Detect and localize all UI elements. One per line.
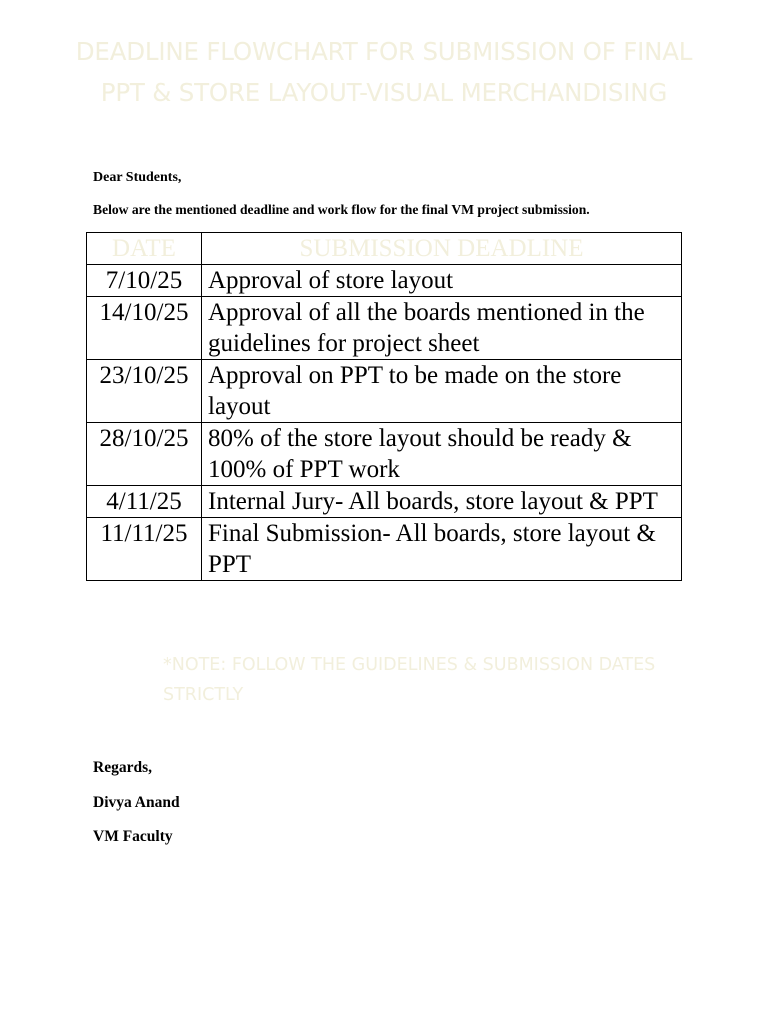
table-row (87, 360, 682, 423)
date-column-header: DATE (87, 233, 202, 265)
document-title: DEADLINE FLOWCHART FOR SUBMISSION OF FINAL PPT & STORE LAYOUT-VISUAL MERCHANDISING (75, 37, 693, 107)
row-date: 28/10/25 (87, 423, 202, 486)
row-date: 23/10/25 (87, 360, 202, 423)
row-task: Internal Jury- All boards, store layout & PPT (202, 486, 682, 518)
note-text: *NOTE: FOLLOW THE GUIDELINES & SUBMISSION DATES STRICTLY (163, 655, 656, 705)
row-task: Final Submission- All boards, store layout & PPT (202, 518, 682, 581)
table-row (87, 265, 682, 297)
row-task: Approval of store layout (202, 265, 682, 297)
row-task: Approval of all the boards mentioned in the guidelines for project sheet (202, 297, 682, 360)
row-date: 7/10/25 (87, 265, 202, 297)
table-header-row (87, 233, 682, 265)
row-task: Approval on PPT to be made on the store layout (202, 360, 682, 423)
table-row (87, 518, 682, 581)
table-row (87, 297, 682, 360)
signatory-name: Divya Anand (93, 794, 180, 811)
table-row (87, 486, 682, 518)
table-row (87, 423, 682, 486)
row-date: 11/11/25 (87, 518, 202, 581)
row-task: 80% of the store layout should be ready & 100% of PPT work (202, 423, 682, 486)
regards-text: Regards, (93, 759, 152, 776)
row-date: 14/10/25 (87, 297, 202, 360)
deadline-table (86, 232, 682, 581)
greeting: Dear Students, (93, 170, 182, 185)
row-date: 4/11/25 (87, 486, 202, 518)
signatory-role: VM Faculty (93, 828, 173, 845)
deadline-column-header: SUBMISSION DEADLINE (202, 233, 682, 265)
intro-text: Below are the mentioned deadline and work flow for the final VM project submission. (93, 202, 590, 217)
